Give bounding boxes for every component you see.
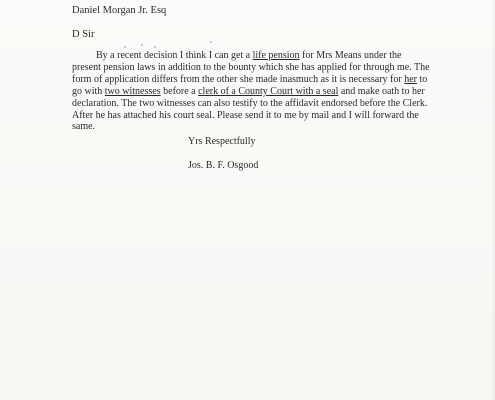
underlined-phrase-clerk-county-court: clerk of a County Court with a seal (198, 85, 339, 97)
body-segment: and make oath to her declaration. The two witnesses can also testify to the affidavit endorsed before the Clerk. After he has attached his court seal. Please send it to me by mail and I will forward the same. (72, 85, 428, 133)
closing: Yrs Respectfully (188, 136, 256, 147)
body-segment: before a (160, 85, 199, 97)
ink-speck (141, 44, 143, 46)
body-segment: to go with (72, 73, 428, 97)
ink-speck (210, 41, 212, 43)
ink-speck (154, 46, 156, 48)
underlined-phrase-life-pension: life pension (252, 50, 300, 61)
underlined-phrase-two-witnesses: two witnesses (104, 85, 161, 97)
greeting: D Sir (72, 29, 95, 40)
addressee: Daniel Morgan Jr. Esq (72, 5, 167, 16)
signature: Jos. B. F. Osgood (188, 160, 259, 171)
ink-speck (124, 46, 126, 48)
body-segment: By a recent decision I think I can get a (96, 50, 253, 61)
letter-body (72, 50, 432, 133)
body-segment: for Mrs Means under the present pension laws in addition to the bounty which she has applied for through me. The form of application differs from the other she made inasmuch as it is necessary for (72, 50, 430, 85)
underlined-phrase-her: her (404, 73, 417, 85)
